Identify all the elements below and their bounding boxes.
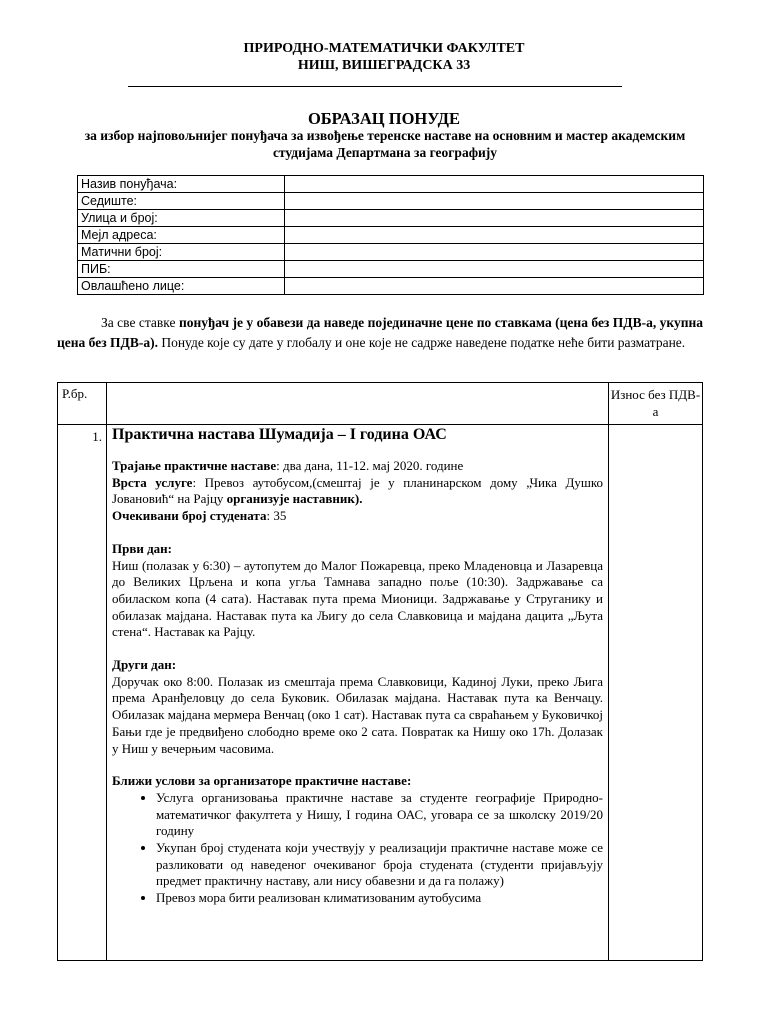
intro-rest: Понуде које су дате у глобалу и оне које не садрже наведене податке неће бити разматране. (157, 335, 686, 350)
day1-text: Ниш (полазак у 6:30) – аутопутем до Малог Пожаревца, преко Младеновца и Лазаревца до Великих Црљена и копа угља Тамнава западно поље (10:30). Задржавање са обиласком копа (4 сата). Наставак пута према Мионици. Задржавање у Струганику и обилазак мајдана. Наставак пута ка Љигу до села Славковица и мајдана дацита „Љута стена“. Наставак ка Рајцу. (112, 557, 603, 640)
item-title: Практична настава Шумадија – I година ОАС (112, 426, 447, 443)
duration-label: Трајање практичне наставе (112, 458, 277, 473)
column-header-number: Р.бр. (58, 383, 107, 425)
service-value: : Превоз аутобусом,(смештај је у планинарском дому „Чика Душко Јовановић“ на Рајцу (112, 474, 603, 507)
item-service (112, 475, 603, 508)
bidder-row (78, 261, 704, 278)
bidder-field-value[interactable] (285, 193, 704, 210)
item-number: 1. (58, 425, 107, 961)
offer-item-row (58, 425, 703, 961)
bidder-field-label: Седиште: (78, 193, 285, 210)
day1-label: Први дан: (112, 540, 172, 556)
header-underline (128, 86, 622, 87)
item-students (112, 508, 603, 525)
service-label: Врста услуге (112, 474, 193, 490)
bidder-field-label: Назив понуђача: (78, 176, 285, 193)
conditions-label: Ближи услови за организаторе практичне наставе: (112, 773, 412, 789)
bidder-info-table (77, 175, 704, 295)
column-header-description (107, 383, 609, 425)
institution-address: НИШ, ВИШЕГРАДСКА 33 (297, 58, 471, 73)
column-header-amount: Износ без ПДВ-а (609, 383, 703, 425)
condition-item: • Услуга организовања практичне наставе за студенте географије Природно-математичког факултета у Нишу, I година ОАС, уговара се за школску 2019/20 годину (156, 790, 603, 840)
bidder-field-value[interactable] (285, 244, 704, 261)
bidder-field-value[interactable] (285, 210, 704, 227)
offer-table-header (58, 383, 703, 425)
students-label: Очекивани број студената (112, 508, 267, 524)
intro-bold: понуђач је у обавези да наведе појединачне цене по ставкама (цена без ПДВ-а, укупна цена без ПДВ-а). (57, 315, 704, 350)
students-value: : 35 (266, 508, 287, 524)
conditions-list (112, 790, 603, 907)
day2-label: Други дан: (112, 657, 177, 673)
bidder-field-label: ПИБ: (78, 261, 285, 278)
bidder-field-label: Улица и број: (78, 210, 285, 227)
bidder-row (78, 244, 704, 261)
bidder-row (78, 176, 704, 193)
duration-value: : два дана, 11-12. мај 2020. године (276, 458, 464, 473)
item-description-cell (107, 425, 609, 961)
intro-paragraph (57, 313, 703, 353)
bidder-row (78, 193, 704, 210)
item-amount-cell[interactable] (609, 425, 703, 961)
condition-item: • Превоз мора бити реализован климатизованим аутобусима (156, 890, 603, 907)
bidder-field-label: Мејл адреса: (78, 227, 285, 244)
form-title: ОБРАЗАЦ ПОНУДЕ (307, 109, 461, 128)
intro-lead: За све ставке (101, 315, 179, 330)
bidder-field-value[interactable] (285, 176, 704, 193)
bidder-field-value[interactable] (285, 278, 704, 295)
bidder-row (78, 227, 704, 244)
condition-item: • Укупан број студената који учествују у реализацији практичне наставе може се разликовати од наведеног очекиваног броја студената (студенти пријављују предмет практичну наставу, али нису обавезни и да га полажу) (156, 840, 603, 890)
bidder-row (78, 278, 704, 295)
offer-table (57, 382, 703, 961)
service-bold: организује наставник). (226, 491, 363, 507)
bidder-field-label: Овлашћено лице: (78, 278, 285, 295)
institution-name: ПРИРОДНО-МАТЕМАТИЧКИ ФАКУЛТЕТ (243, 41, 525, 56)
day2-text: Доручак око 8:00. Полазак из смештаја према Славковици, Кадиној Луки, преко Љига према Аранђеловцу до села Буковик. Обилазак мајдана. Наставак пута ка Венчацу. Обилазак мајдана мермера Венчац (око 1 сат). Наставак пута са свраћањем у Буковичкој Бањи где је предвиђено слободно време око 2 сата. Повратак ка Нишу око 17h. Долазак у Ниш у вечерњим часовима. (112, 673, 603, 756)
bidder-field-label: Матични број: (78, 244, 285, 261)
form-subtitle: за избор најповољнијег понуђача за извођење теренске наставе на основним и мастер академским студијама Департмана за географију (84, 128, 686, 160)
bidder-field-value[interactable] (285, 261, 704, 278)
item-duration (112, 458, 603, 475)
bidder-row (78, 210, 704, 227)
bidder-field-value[interactable] (285, 227, 704, 244)
